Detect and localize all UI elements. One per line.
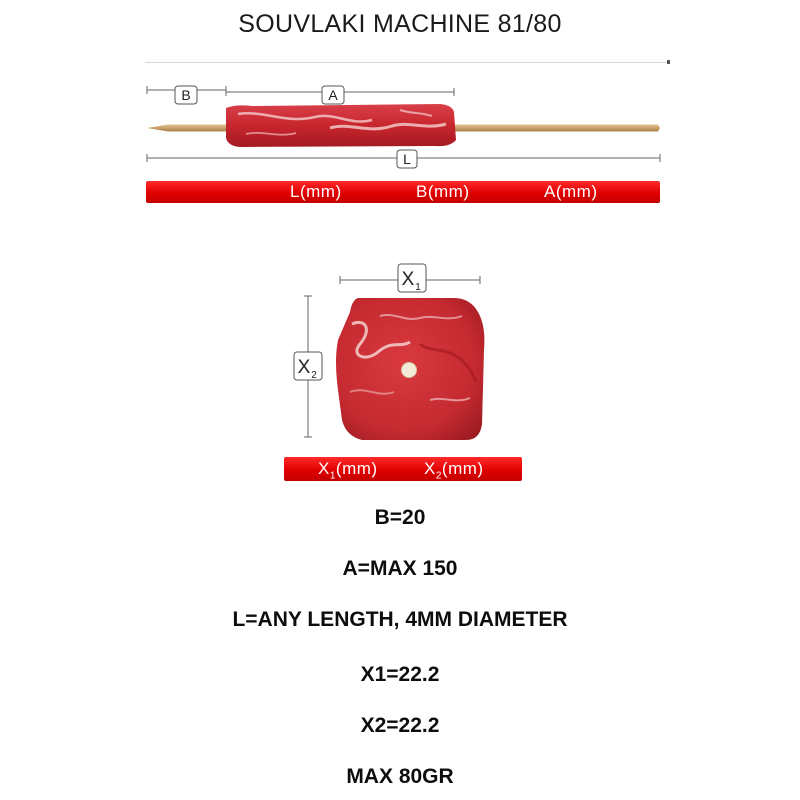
dimension-a	[226, 86, 454, 104]
dimension-b-label: B	[181, 87, 191, 103]
l-unit-label: L(mm)	[290, 182, 342, 201]
a-unit-label: A(mm)	[544, 182, 598, 201]
x1-unit-base: X	[318, 459, 330, 478]
dimension-a-label: A	[328, 87, 338, 103]
spec-x1: X1=22.2	[360, 663, 440, 686]
spec-a: A=MAX 150	[342, 557, 458, 580]
cube-units-bar	[284, 457, 522, 481]
x2-unit-mm: (mm)	[441, 459, 484, 478]
x1-unit-subscript: 1	[329, 470, 336, 482]
x2-dimension-subscript: 2	[311, 370, 317, 381]
spec-x2: X2=22.2	[360, 714, 440, 737]
x1-unit-label	[318, 459, 378, 481]
skewer-units-bar	[146, 181, 660, 203]
x2-unit-base: X	[424, 459, 436, 478]
x1-unit-mm: (mm)	[335, 459, 378, 478]
x2-dimension-label: X	[297, 357, 311, 378]
spec-l: L=ANY LENGTH, 4MM DIAMETER	[232, 608, 568, 631]
x2-unit-label	[424, 459, 484, 481]
dimension-l-label: L	[403, 151, 411, 167]
spec-max-weight: MAX 80GR	[346, 765, 454, 788]
page-title: SOUVLAKI MACHINE 81/80	[238, 10, 562, 38]
x2-unit-subscript: 2	[435, 470, 442, 482]
meat-cube	[336, 298, 484, 440]
spec-b: B=20	[374, 506, 426, 529]
b-unit-label: B(mm)	[416, 182, 470, 201]
x1-dimension-subscript: 1	[415, 282, 421, 293]
x1-dimension-label: X	[401, 269, 415, 290]
skewer-meat	[226, 104, 456, 147]
